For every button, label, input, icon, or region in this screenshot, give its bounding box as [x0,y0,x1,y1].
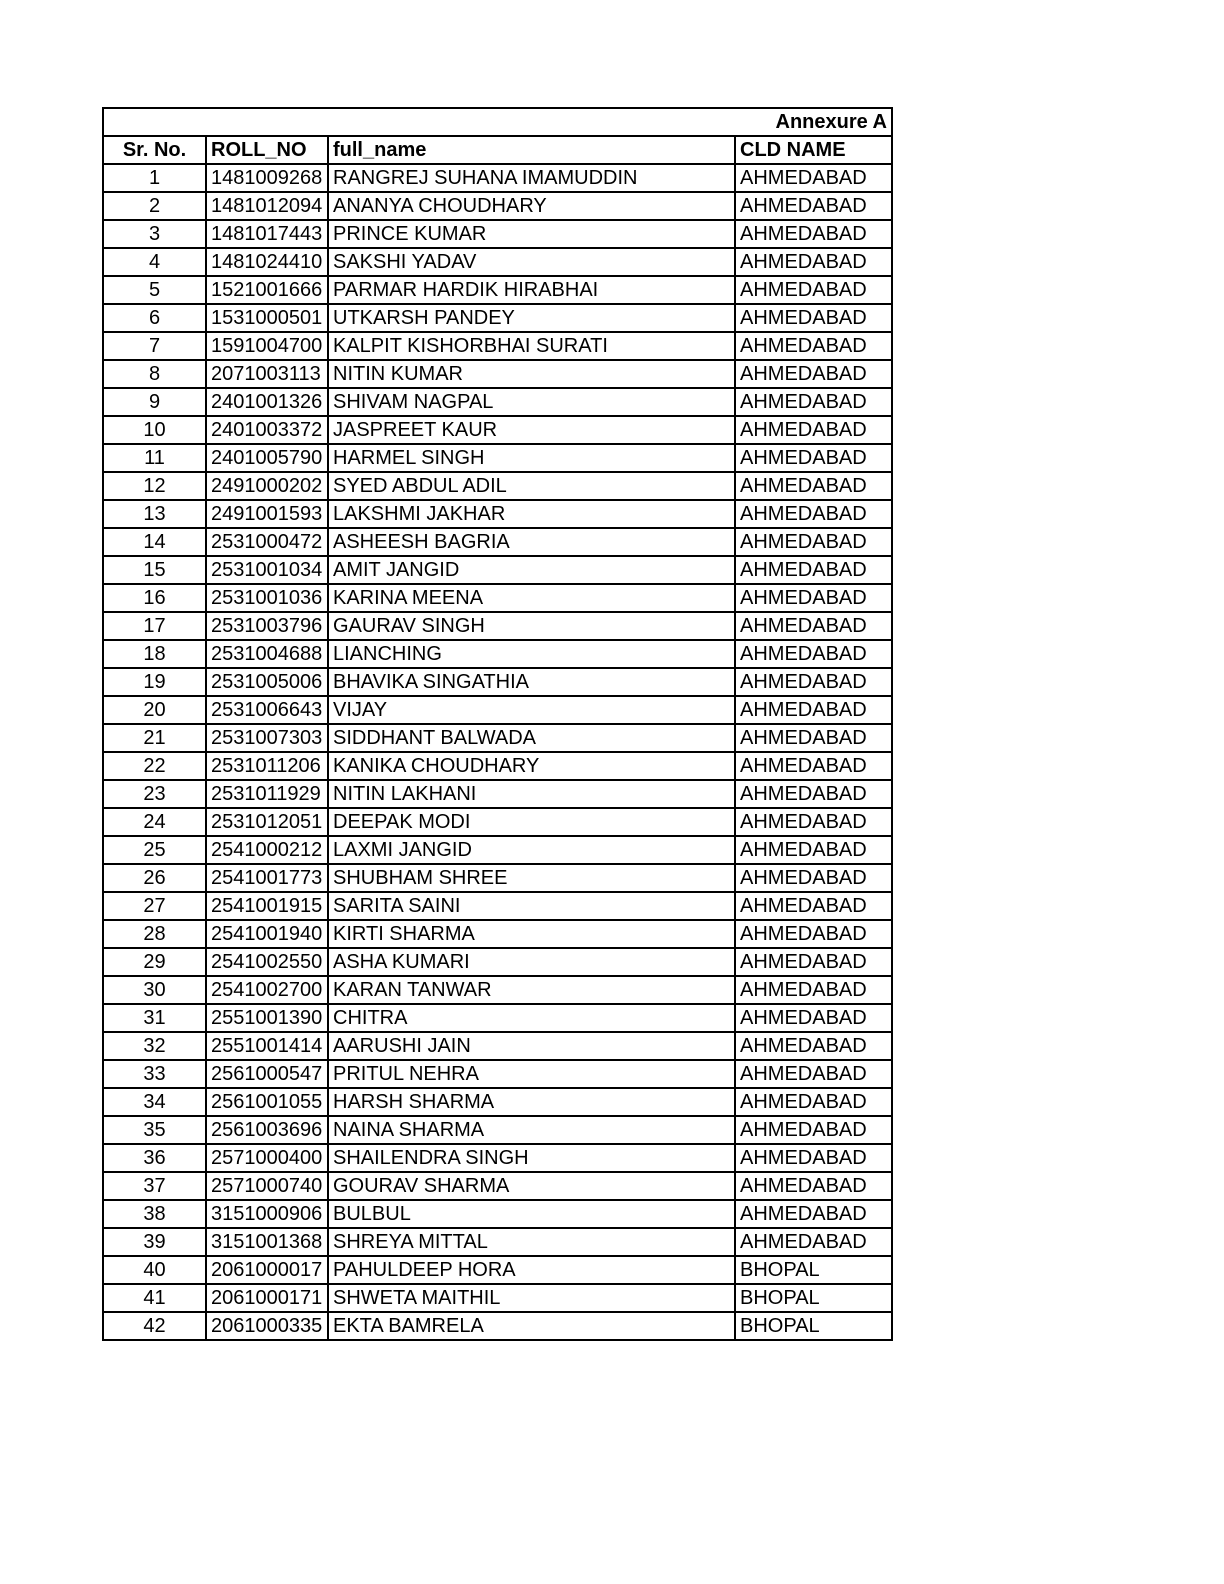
table-row [103,1032,892,1060]
cell-full-name: SYED ABDUL ADIL [328,472,735,500]
cell-full-name: LAKSHMI JAKHAR [328,500,735,528]
cell-full-name: KANIKA CHOUDHARY [328,752,735,780]
cell-cld-name: AHMEDABAD [735,752,892,780]
table-row [103,780,892,808]
cell-sr-no: 24 [103,808,206,836]
cell-full-name: SHUBHAM SHREE [328,864,735,892]
cell-full-name: SHIVAM NAGPAL [328,388,735,416]
cell-cld-name: AHMEDABAD [735,304,892,332]
cell-full-name: SHAILENDRA SINGH [328,1144,735,1172]
cell-sr-no: 7 [103,332,206,360]
cell-sr-no: 22 [103,752,206,780]
cell-full-name: UTKARSH PANDEY [328,304,735,332]
cell-full-name: NITIN LAKHANI [328,780,735,808]
cell-sr-no: 4 [103,248,206,276]
table-row [103,444,892,472]
cell-sr-no: 5 [103,276,206,304]
table-row [103,1312,892,1340]
header-sr-no: Sr. No. [103,136,206,164]
cell-full-name: PRINCE KUMAR [328,220,735,248]
cell-full-name: NAINA SHARMA [328,1116,735,1144]
cell-full-name: LAXMI JANGID [328,836,735,864]
table-row [103,920,892,948]
cell-roll-no: 2401003372 [206,416,328,444]
cell-cld-name: AHMEDABAD [735,948,892,976]
annexure-label: Annexure A [103,108,892,136]
cell-cld-name: AHMEDABAD [735,388,892,416]
cell-sr-no: 2 [103,192,206,220]
cell-cld-name: AHMEDABAD [735,1032,892,1060]
cell-cld-name: AHMEDABAD [735,808,892,836]
table-row [103,892,892,920]
cell-cld-name: AHMEDABAD [735,1004,892,1032]
cell-cld-name: AHMEDABAD [735,724,892,752]
cell-roll-no: 2071003113 [206,360,328,388]
cell-sr-no: 32 [103,1032,206,1060]
cell-roll-no: 2401005790 [206,444,328,472]
cell-cld-name: AHMEDABAD [735,500,892,528]
table-row [103,1004,892,1032]
cell-sr-no: 35 [103,1116,206,1144]
cell-sr-no: 9 [103,388,206,416]
cell-full-name: HARMEL SINGH [328,444,735,472]
table-row [103,584,892,612]
cell-full-name: SIDDHANT BALWADA [328,724,735,752]
cell-roll-no: 2061000017 [206,1256,328,1284]
table-row [103,528,892,556]
cell-cld-name: AHMEDABAD [735,920,892,948]
cell-roll-no: 2061000335 [206,1312,328,1340]
cell-full-name: SAKSHI YADAV [328,248,735,276]
cell-sr-no: 19 [103,668,206,696]
cell-full-name: KIRTI SHARMA [328,920,735,948]
cell-sr-no: 38 [103,1200,206,1228]
cell-roll-no: 2551001390 [206,1004,328,1032]
cell-roll-no: 2541001915 [206,892,328,920]
cell-sr-no: 31 [103,1004,206,1032]
table-row [103,332,892,360]
cell-roll-no: 1521001666 [206,276,328,304]
cell-roll-no: 2541000212 [206,836,328,864]
cell-cld-name: AHMEDABAD [735,1228,892,1256]
table-row [103,1116,892,1144]
cell-full-name: ANANYA CHOUDHARY [328,192,735,220]
cell-cld-name: AHMEDABAD [735,836,892,864]
cell-full-name: LIANCHING [328,640,735,668]
cell-full-name: BULBUL [328,1200,735,1228]
cell-full-name: PARMAR HARDIK HIRABHAI [328,276,735,304]
cell-roll-no: 1591004700 [206,332,328,360]
cell-sr-no: 41 [103,1284,206,1312]
cell-roll-no: 2541002550 [206,948,328,976]
table-row [103,1284,892,1312]
cell-roll-no: 2531011929 [206,780,328,808]
table-row [103,864,892,892]
cell-cld-name: AHMEDABAD [735,556,892,584]
cell-cld-name: AHMEDABAD [735,164,892,192]
cell-sr-no: 26 [103,864,206,892]
cell-cld-name: AHMEDABAD [735,640,892,668]
cell-roll-no: 2561000547 [206,1060,328,1088]
cell-cld-name: BHOPAL [735,1312,892,1340]
cell-sr-no: 3 [103,220,206,248]
cell-sr-no: 1 [103,164,206,192]
cell-roll-no: 1481017443 [206,220,328,248]
table-row [103,640,892,668]
cell-sr-no: 14 [103,528,206,556]
table-row [103,276,892,304]
cell-cld-name: AHMEDABAD [735,1200,892,1228]
cell-roll-no: 2061000171 [206,1284,328,1312]
table-row [103,1256,892,1284]
cell-sr-no: 15 [103,556,206,584]
table-row [103,1200,892,1228]
cell-full-name: KALPIT KISHORBHAI SURATI [328,332,735,360]
cell-roll-no: 2551001414 [206,1032,328,1060]
cell-sr-no: 39 [103,1228,206,1256]
cell-roll-no: 2561003696 [206,1116,328,1144]
table-row [103,976,892,1004]
cell-roll-no: 1481024410 [206,248,328,276]
cell-full-name: BHAVIKA SINGATHIA [328,668,735,696]
table-row [103,472,892,500]
cell-roll-no: 2531001034 [206,556,328,584]
cell-full-name: GOURAV SHARMA [328,1172,735,1200]
cell-full-name: KARAN TANWAR [328,976,735,1004]
cell-sr-no: 27 [103,892,206,920]
cell-cld-name: BHOPAL [735,1284,892,1312]
cell-roll-no: 2491001593 [206,500,328,528]
table-row [103,696,892,724]
table-row [103,192,892,220]
annexure-row [103,108,892,136]
cell-sr-no: 6 [103,304,206,332]
cell-sr-no: 36 [103,1144,206,1172]
cell-sr-no: 11 [103,444,206,472]
cell-roll-no: 1481009268 [206,164,328,192]
cell-cld-name: AHMEDABAD [735,444,892,472]
header-row [103,136,892,164]
cell-roll-no: 2541001940 [206,920,328,948]
cell-roll-no: 2531007303 [206,724,328,752]
table-row [103,360,892,388]
cell-full-name: AARUSHI JAIN [328,1032,735,1060]
cell-roll-no: 2531011206 [206,752,328,780]
table-row [103,1088,892,1116]
cell-roll-no: 2531012051 [206,808,328,836]
cell-cld-name: AHMEDABAD [735,1060,892,1088]
table-row [103,556,892,584]
cell-full-name: EKTA BAMRELA [328,1312,735,1340]
cell-roll-no: 2531006643 [206,696,328,724]
cell-sr-no: 18 [103,640,206,668]
table-row [103,1144,892,1172]
table-row [103,948,892,976]
cell-full-name: VIJAY [328,696,735,724]
cell-roll-no: 2541001773 [206,864,328,892]
cell-sr-no: 8 [103,360,206,388]
cell-cld-name: AHMEDABAD [735,780,892,808]
cell-sr-no: 37 [103,1172,206,1200]
cell-sr-no: 21 [103,724,206,752]
cell-cld-name: AHMEDABAD [735,1088,892,1116]
cell-roll-no: 1531000501 [206,304,328,332]
cell-cld-name: AHMEDABAD [735,220,892,248]
cell-cld-name: AHMEDABAD [735,1172,892,1200]
cell-sr-no: 30 [103,976,206,1004]
table-row [103,808,892,836]
cell-sr-no: 29 [103,948,206,976]
header-roll-no: ROLL_NO [206,136,328,164]
cell-sr-no: 34 [103,1088,206,1116]
cell-roll-no: 2531001036 [206,584,328,612]
cell-cld-name: AHMEDABAD [735,1144,892,1172]
cell-cld-name: AHMEDABAD [735,1116,892,1144]
cell-full-name: JASPREET KAUR [328,416,735,444]
cell-roll-no: 3151001368 [206,1228,328,1256]
cell-sr-no: 42 [103,1312,206,1340]
table-row [103,304,892,332]
cell-full-name: RANGREJ SUHANA IMAMUDDIN [328,164,735,192]
cell-cld-name: AHMEDABAD [735,276,892,304]
cell-full-name: CHITRA [328,1004,735,1032]
cell-roll-no: 2531000472 [206,528,328,556]
cell-roll-no: 2571000400 [206,1144,328,1172]
cell-cld-name: AHMEDABAD [735,360,892,388]
cell-cld-name: AHMEDABAD [735,248,892,276]
cell-sr-no: 17 [103,612,206,640]
table-row [103,1060,892,1088]
cell-sr-no: 16 [103,584,206,612]
table-row [103,164,892,192]
cell-cld-name: AHMEDABAD [735,864,892,892]
cell-sr-no: 10 [103,416,206,444]
table-row [103,752,892,780]
cell-full-name: AMIT JANGID [328,556,735,584]
cell-cld-name: AHMEDABAD [735,332,892,360]
cell-roll-no: 2541002700 [206,976,328,1004]
cell-cld-name: AHMEDABAD [735,192,892,220]
table-row [103,836,892,864]
table-row [103,668,892,696]
cell-sr-no: 25 [103,836,206,864]
cell-roll-no: 2531005006 [206,668,328,696]
cell-cld-name: AHMEDABAD [735,528,892,556]
table-row [103,500,892,528]
cell-sr-no: 12 [103,472,206,500]
cell-full-name: ASHEESH BAGRIA [328,528,735,556]
cell-sr-no: 40 [103,1256,206,1284]
cell-full-name: PAHULDEEP HORA [328,1256,735,1284]
table-row [103,1228,892,1256]
cell-cld-name: AHMEDABAD [735,696,892,724]
cell-sr-no: 23 [103,780,206,808]
cell-full-name: GAURAV SINGH [328,612,735,640]
table-row [103,388,892,416]
cell-sr-no: 20 [103,696,206,724]
cell-full-name: ASHA KUMARI [328,948,735,976]
cell-sr-no: 33 [103,1060,206,1088]
cell-roll-no: 2401001326 [206,388,328,416]
table-row [103,724,892,752]
table-row [103,1172,892,1200]
cell-roll-no: 2571000740 [206,1172,328,1200]
table-row [103,220,892,248]
cell-roll-no: 3151000906 [206,1200,328,1228]
header-cld-name: CLD NAME [735,136,892,164]
cell-roll-no: 2531004688 [206,640,328,668]
cell-cld-name: BHOPAL [735,1256,892,1284]
table-body [103,164,892,1340]
cell-full-name: KARINA MEENA [328,584,735,612]
cell-full-name: SARITA SAINI [328,892,735,920]
table-row [103,612,892,640]
cell-full-name: SHREYA MITTAL [328,1228,735,1256]
cell-full-name: PRITUL NEHRA [328,1060,735,1088]
cell-cld-name: AHMEDABAD [735,472,892,500]
cell-cld-name: AHMEDABAD [735,668,892,696]
cell-full-name: HARSH SHARMA [328,1088,735,1116]
header-full-name: full_name [328,136,735,164]
cell-roll-no: 1481012094 [206,192,328,220]
cell-cld-name: AHMEDABAD [735,612,892,640]
cell-roll-no: 2531003796 [206,612,328,640]
cell-cld-name: AHMEDABAD [735,584,892,612]
cell-sr-no: 28 [103,920,206,948]
cell-cld-name: AHMEDABAD [735,416,892,444]
candidate-table [102,107,893,1341]
cell-full-name: DEEPAK MODI [328,808,735,836]
cell-cld-name: AHMEDABAD [735,892,892,920]
cell-sr-no: 13 [103,500,206,528]
cell-roll-no: 2491000202 [206,472,328,500]
cell-full-name: SHWETA MAITHIL [328,1284,735,1312]
table-row [103,416,892,444]
cell-roll-no: 2561001055 [206,1088,328,1116]
cell-cld-name: AHMEDABAD [735,976,892,1004]
table-row [103,248,892,276]
cell-full-name: NITIN KUMAR [328,360,735,388]
